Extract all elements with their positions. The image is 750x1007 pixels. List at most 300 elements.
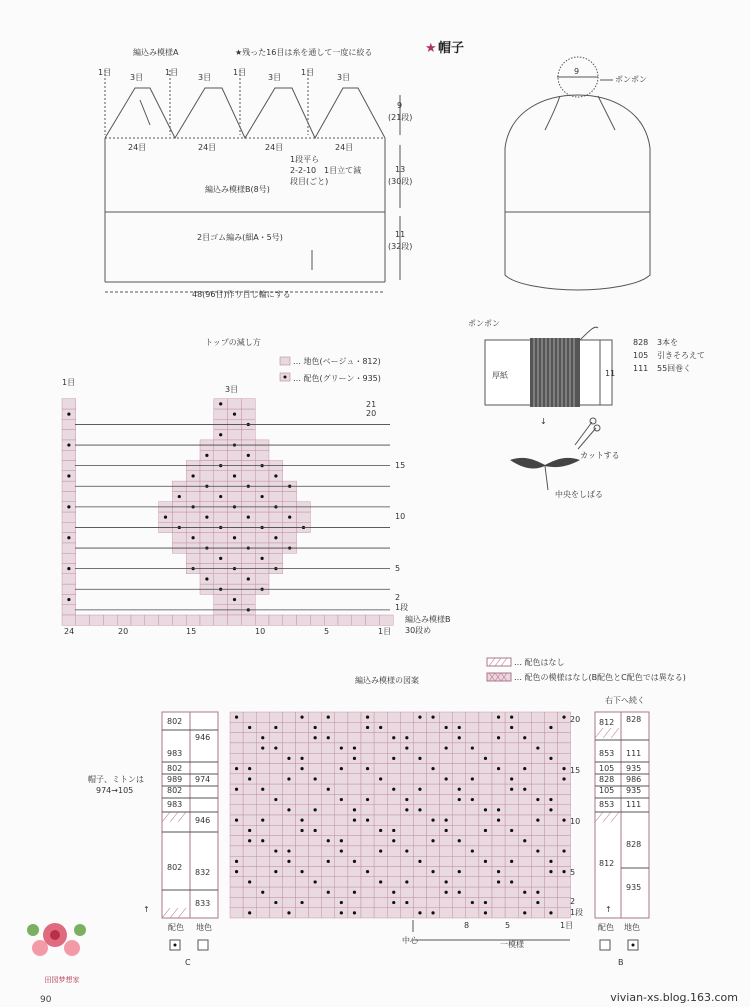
contrast-stitch: [523, 891, 526, 894]
contrast-stitch: [549, 726, 552, 729]
grid-cell: [387, 722, 400, 732]
grid-cell: [256, 856, 269, 866]
grid-cell: [558, 877, 571, 887]
col-label: 5: [505, 921, 511, 930]
grid-cell: [440, 856, 453, 866]
contrast-stitch: [458, 736, 461, 739]
c-ground: 946: [195, 733, 211, 742]
grid-cell: [243, 887, 256, 897]
contrast-stitch: [261, 557, 264, 560]
contrast-stitch: [431, 716, 434, 719]
contrast-stitch: [219, 557, 222, 560]
grid-cell: [479, 784, 492, 794]
contrast-stitch: [471, 798, 474, 801]
grid-cell: [505, 846, 518, 856]
grid-cell: [387, 856, 400, 866]
grid-cell: [413, 846, 426, 856]
grid-cell: [492, 887, 505, 897]
grid-cell: [282, 897, 295, 907]
contrast-stitch: [392, 788, 395, 791]
grid-cell: [544, 815, 557, 825]
grid-cell: [400, 867, 413, 877]
grid-cell: [243, 846, 256, 856]
contrast-stitch: [471, 849, 474, 852]
contrast-stitch: [366, 798, 369, 801]
grid-cell: [558, 722, 571, 732]
col-label: 8: [464, 921, 470, 930]
grid-cell: [387, 764, 400, 774]
grid-cell: [453, 712, 466, 722]
contrast-stitch: [287, 849, 290, 852]
contrast-stitch: [274, 536, 277, 539]
grid-cell: [518, 897, 531, 907]
grid-cell: [230, 722, 243, 732]
contrast-stitch: [379, 880, 382, 883]
row-label: 20: [570, 715, 581, 724]
contrast-stitch: [314, 726, 317, 729]
grid-cell: [255, 471, 269, 481]
grid-cell: [505, 753, 518, 763]
grid-cell: [531, 733, 544, 743]
contrast-stitch: [353, 808, 356, 811]
contrast-stitch: [287, 757, 290, 760]
grid-cell: [413, 887, 426, 897]
contrast-stitch: [366, 726, 369, 729]
c-color: 983: [167, 749, 183, 758]
grid-cell: [361, 774, 374, 784]
contrast-stitch: [484, 901, 487, 904]
hat-schematic: [98, 47, 412, 299]
grid-cell: [243, 815, 256, 825]
contrast-stitch: [510, 880, 513, 883]
c-color: 802: [167, 717, 183, 726]
grid-cell: [400, 784, 413, 794]
grid-cell: [256, 908, 269, 918]
grid-cell: [269, 733, 282, 743]
grid-cell: [453, 815, 466, 825]
grid-cell: [243, 805, 256, 815]
grid-cell: [387, 712, 400, 722]
grid-cell: [282, 794, 295, 804]
contrast-stitch: [562, 767, 565, 770]
grid-cell: [214, 512, 228, 522]
contrast-stitch: [536, 891, 539, 894]
rows-label: (32段): [388, 242, 413, 251]
grid-cell: [283, 615, 297, 625]
grid-cell: [230, 825, 243, 835]
grid-cell: [466, 784, 479, 794]
st-label: 1目: [98, 68, 112, 77]
row-label: 10: [570, 817, 581, 826]
contrast-stitch: [562, 870, 565, 873]
contrast-stitch: [392, 891, 395, 894]
grid-cell: [145, 615, 159, 625]
contrast-stitch: [510, 777, 513, 780]
c-ground: 833: [195, 899, 211, 908]
grid-cell: [348, 712, 361, 722]
grid-cell: [200, 471, 214, 481]
contrast-stitch: [314, 808, 317, 811]
contrast-stitch: [261, 746, 264, 749]
contrast-stitch: [274, 746, 277, 749]
grid-cell: [544, 784, 557, 794]
grid-cell: [348, 764, 361, 774]
grid-cell: [466, 825, 479, 835]
three-st-label: 3目: [225, 385, 239, 394]
grid-cell: [200, 615, 214, 625]
grid-cell: [544, 825, 557, 835]
grid-cell: [282, 784, 295, 794]
grid-cell: [62, 553, 76, 563]
st-label: 1目: [165, 68, 179, 77]
grid-cell: [62, 584, 76, 594]
c-label: C: [185, 958, 191, 967]
grid-cell: [296, 774, 309, 784]
pattern-b-ref: 編込み模様B: [405, 615, 451, 624]
contrast-stitch: [274, 474, 277, 477]
grid-cell: [400, 887, 413, 897]
row-label: 1段: [570, 908, 584, 917]
grid-cell: [269, 856, 282, 866]
grid-cell: [531, 753, 544, 763]
contrast-stitch: [261, 736, 264, 739]
grid-cell: [427, 743, 440, 753]
grid-cell: [413, 722, 426, 732]
contrast-stitch: [484, 757, 487, 760]
grid-cell: [348, 897, 361, 907]
grid-cell: [531, 805, 544, 815]
contrast-stitch: [458, 870, 461, 873]
grid-cell: [453, 753, 466, 763]
grid-cell: [427, 887, 440, 897]
grid-cell: [400, 722, 413, 732]
grid-cell: [466, 805, 479, 815]
contrast-stitch: [340, 849, 343, 852]
grid-cell: [374, 856, 387, 866]
contrast-stitch: [340, 746, 343, 749]
contrast-stitch: [248, 777, 251, 780]
grid-cell: [296, 743, 309, 753]
grid-cell: [531, 836, 544, 846]
grid-cell: [282, 764, 295, 774]
contrast-stitch: [497, 808, 500, 811]
grid-cell: [361, 856, 374, 866]
grid-cell: [518, 877, 531, 887]
grid-cell: [531, 712, 544, 722]
grid-cell: [361, 897, 374, 907]
grid-cell: [387, 815, 400, 825]
pattern-a-label: 編込み模様A: [133, 48, 179, 57]
grid-cell: [62, 605, 76, 615]
contrast-stitch: [431, 839, 434, 842]
grid-cell: [440, 764, 453, 774]
grid-cell: [256, 846, 269, 856]
grid-cell: [361, 733, 374, 743]
grid-cell: [518, 867, 531, 877]
contrast-stitch: [67, 536, 70, 539]
contrast-stitch: [418, 716, 421, 719]
contrast-stitch: [445, 819, 448, 822]
grid-cell: [322, 908, 335, 918]
grid-cell: [374, 794, 387, 804]
width-label: 24目: [335, 143, 354, 152]
grid-cell: [243, 856, 256, 866]
grid-cell: [479, 815, 492, 825]
contrast-stitch: [458, 891, 461, 894]
grid-cell: [297, 512, 311, 522]
grid-cell: [322, 743, 335, 753]
contrast-stitch: [549, 911, 552, 914]
grid-cell: [544, 712, 557, 722]
width-label: 24目: [265, 143, 284, 152]
grid-cell: [269, 553, 283, 563]
grid-cell: [186, 553, 200, 563]
grid-cell: [62, 450, 76, 460]
grid-cell: [62, 512, 76, 522]
grid-cell: [214, 533, 228, 543]
grid-cell: [492, 743, 505, 753]
contrast-stitch: [327, 716, 330, 719]
contrast-stitch: [497, 736, 500, 739]
contrast-stitch: [235, 788, 238, 791]
grid-cell: [558, 908, 571, 918]
grid-cell: [427, 846, 440, 856]
contrast-stitch: [300, 819, 303, 822]
grid-cell: [269, 512, 283, 522]
grid-cell: [400, 712, 413, 722]
grid-cell: [256, 712, 269, 722]
grid-cell: [374, 815, 387, 825]
c-ground: 974: [195, 775, 211, 784]
contrast-stitch: [287, 911, 290, 914]
grid-cell: [269, 887, 282, 897]
continue-note: 右下へ続く: [605, 696, 645, 705]
legend-ground: … 地色(ベージュ・812): [293, 357, 381, 366]
grid-cell: [335, 712, 348, 722]
contrast-stitch: [458, 798, 461, 801]
grid-cell: [200, 553, 214, 563]
grid-cell: [296, 887, 309, 897]
grid-cell: [335, 722, 348, 732]
grid-cell: [348, 794, 361, 804]
grid-cell: [427, 794, 440, 804]
grid-cell: [309, 867, 322, 877]
grid-cell: [335, 774, 348, 784]
grid-cell: [479, 722, 492, 732]
grid-cell: [427, 733, 440, 743]
grid-cell: [492, 836, 505, 846]
grid-cell: [241, 594, 255, 604]
grid-cell: [453, 825, 466, 835]
grid-cell: [214, 594, 228, 604]
grid-cell: [296, 846, 309, 856]
grid-cell: [427, 877, 440, 887]
grid-cell: [361, 887, 374, 897]
contrast-stitch: [549, 870, 552, 873]
grid-cell: [440, 733, 453, 743]
grid-cell: [309, 856, 322, 866]
height-label: 11: [395, 230, 406, 239]
grid-cell: [269, 784, 282, 794]
grid-cell: [466, 815, 479, 825]
grid-cell: [296, 856, 309, 866]
contrast-stitch: [445, 880, 448, 883]
b-ground: 111: [626, 800, 642, 809]
contrast-stitch: [418, 860, 421, 863]
grid-cell: [544, 887, 557, 897]
grid-cell: [230, 794, 243, 804]
grid-cell: [466, 753, 479, 763]
grid-cell: [255, 574, 269, 584]
cast-on-label: 48(96目)作り目し輪にする: [192, 290, 291, 299]
height-label: 9: [397, 101, 403, 110]
grid-cell: [348, 825, 361, 835]
grid-cell: [62, 615, 76, 625]
contrast-stitch: [247, 516, 250, 519]
contrast-stitch: [327, 788, 330, 791]
contrast-stitch: [300, 901, 303, 904]
contrast-stitch: [510, 829, 513, 832]
grid-cell: [453, 774, 466, 784]
grid-cell: [479, 712, 492, 722]
grid-cell: [466, 908, 479, 918]
grid-cell: [453, 897, 466, 907]
pattern-chart-section: [88, 657, 686, 967]
contrast-stitch: [287, 777, 290, 780]
c-ground: 832: [195, 868, 211, 877]
grid-cell: [228, 553, 242, 563]
contrast-stitch: [549, 860, 552, 863]
row-label: 2: [570, 897, 576, 906]
grid-cell: [296, 836, 309, 846]
rows-label: (21段): [388, 113, 413, 122]
grid-cell: [400, 764, 413, 774]
grid-cell: [322, 794, 335, 804]
row-label: 15: [395, 461, 406, 470]
contrast-stitch: [274, 870, 277, 873]
contrast-stitch: [300, 757, 303, 760]
b-ground: 986: [626, 775, 642, 784]
grid-cell: [62, 461, 76, 471]
contrast-stitch: [536, 746, 539, 749]
contrast-stitch: [562, 819, 565, 822]
contrast-stitch: [314, 880, 317, 883]
grid-cell: [322, 877, 335, 887]
contrast-stitch: [497, 767, 500, 770]
grid-cell: [309, 784, 322, 794]
hat-title-text: 帽子: [438, 41, 465, 56]
contrast-stitch: [392, 829, 395, 832]
grid-cell: [492, 908, 505, 918]
grid-cell: [348, 846, 361, 856]
grid-cell: [352, 615, 366, 625]
center-label: 中心: [402, 936, 418, 945]
wind-instruction: 引きそろえて: [657, 351, 705, 360]
grid-cell: [413, 733, 426, 743]
b-color: 812: [599, 718, 615, 727]
grid-cell: [230, 774, 243, 784]
grid-cell: [255, 533, 269, 543]
grid-cell: [413, 794, 426, 804]
contrast-stitch: [248, 880, 251, 883]
grid-cell: [296, 784, 309, 794]
contrast-stitch: [67, 567, 70, 570]
grid-cell: [230, 836, 243, 846]
grid-cell: [338, 615, 352, 625]
grid-cell: [544, 897, 557, 907]
grid-cell: [348, 722, 361, 732]
col-label: 1目: [378, 627, 392, 636]
contrast-stitch: [562, 777, 565, 780]
contrast-stitch: [445, 726, 448, 729]
grid-cell: [269, 877, 282, 887]
grid-cell: [413, 836, 426, 846]
decrease-note: 1段平ら: [290, 155, 320, 164]
st-label: 3目: [268, 73, 282, 82]
grid-cell: [309, 815, 322, 825]
grid-cell: [361, 743, 374, 753]
b-color: 828: [599, 775, 615, 784]
grid-cell: [309, 846, 322, 856]
scissors-icon: [575, 422, 596, 449]
grid-cell: [413, 815, 426, 825]
contrast-stitch: [314, 736, 317, 739]
grid-cell: [440, 867, 453, 877]
contrast-stitch: [353, 891, 356, 894]
grid-cell: [558, 733, 571, 743]
contrast-stitch: [484, 911, 487, 914]
contrast-stitch: [248, 726, 251, 729]
grid-cell: [492, 784, 505, 794]
b-ground: 935: [626, 786, 642, 795]
legend-ground-swatch: [280, 357, 290, 365]
repeat-label: 一模様: [500, 940, 524, 949]
grid-cell: [62, 491, 76, 501]
grid-cell: [309, 897, 322, 907]
grid-cell: [335, 805, 348, 815]
grid-cell: [282, 712, 295, 722]
grid-cell: [230, 743, 243, 753]
contrast-stitch: [248, 829, 251, 832]
st-label: 3目: [130, 73, 144, 82]
row-label: 5: [395, 564, 401, 573]
grid-cell: [361, 836, 374, 846]
grid-cell: [310, 615, 324, 625]
grid-cell: [282, 887, 295, 897]
grid-cell: [186, 512, 200, 522]
grid-cell: [492, 825, 505, 835]
grid-cell: [241, 430, 255, 440]
grid-cell: [296, 794, 309, 804]
grid-cell: [348, 867, 361, 877]
grid-cell: [241, 409, 255, 419]
grid-cell: [374, 805, 387, 815]
grid-cell: [159, 615, 173, 625]
grid-cell: [282, 743, 295, 753]
grid-cell: [544, 877, 557, 887]
contrast-stitch: [164, 516, 167, 519]
grid-cell: [309, 753, 322, 763]
grid-cell: [256, 805, 269, 815]
row30-ref: 30段め: [405, 626, 432, 635]
grid-cell: [309, 836, 322, 846]
hat-title: [425, 40, 464, 56]
grid-cell: [453, 764, 466, 774]
grid-cell: [544, 836, 557, 846]
c-color: 802: [167, 863, 183, 872]
grid-cell: [348, 774, 361, 784]
contrast-stitch: [497, 716, 500, 719]
